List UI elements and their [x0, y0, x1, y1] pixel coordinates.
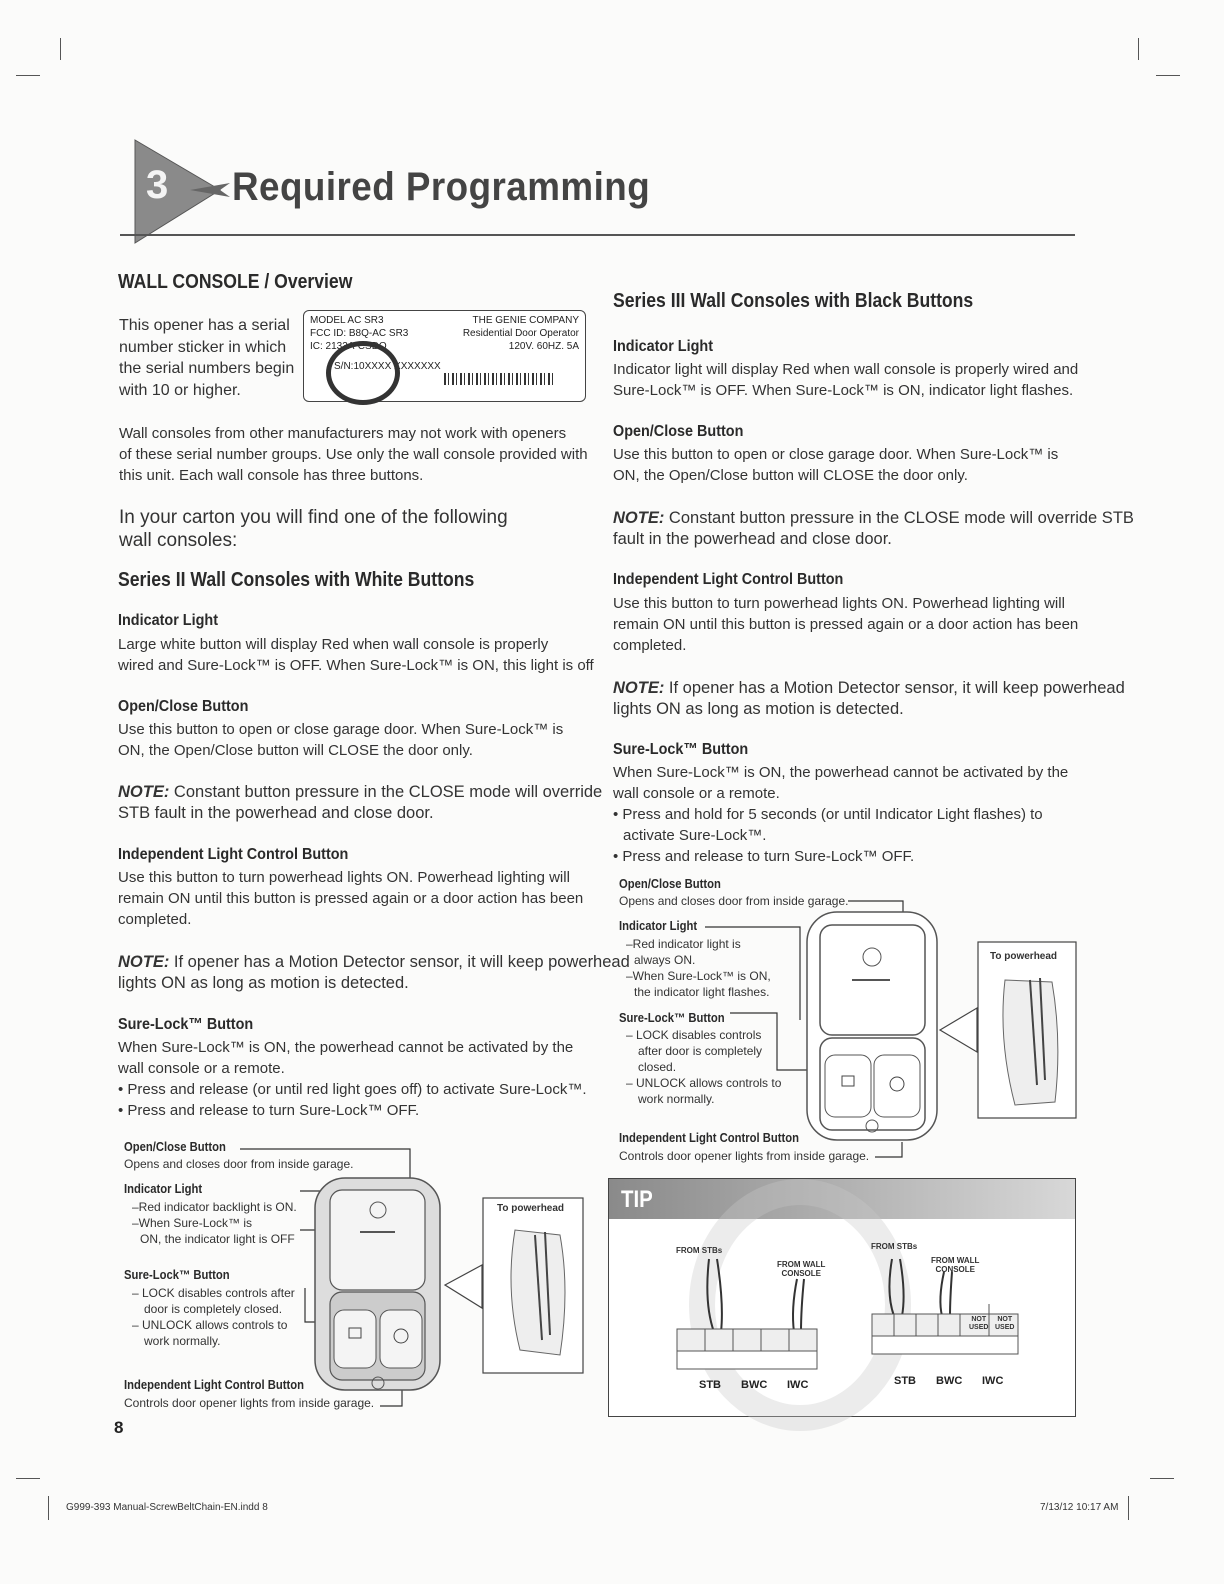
s3-surelock-text: When Sure-Lock™ is ON, the powerhead cannot be activated by the wall console or a remote. • Press and hold for 5 seconds (or until Indicator Light flashes) to activate Sure-Lock™. • Press and release to turn Sure-Lock™ OFF. [613, 764, 1069, 865]
s2-diag-ilc-label: Independent Light Control Button [124, 1378, 304, 1392]
page-number: 8 [114, 1418, 124, 1437]
s3-openclose-heading: Open/Close Button [613, 423, 744, 440]
s2-diag-indicator-label: Indicator Light [124, 1182, 203, 1196]
s2-surelock-text: When Sure-Lock™ is ON, the powerhead cannot be activated by the wall console or a remote. • Press and release (or until red light goes off) to activate Sure-Lock™. • Press and release to turn Sure-Lock™ OFF. [118, 1039, 587, 1119]
s3-surelock-heading: Sure-Lock™ Button [613, 741, 749, 758]
serial-sticker: MODEL AC SR3 THE GENIE COMPANY FCC ID: B8Q-AC SR3 Residential Door Operator IC: 2133A-CSDO 120V. 60HZ. 5A S/N:10XXXX XXXXXXX [303, 310, 586, 402]
s3-diag-openclose-label: Open/Close Button [619, 877, 721, 891]
tip-not-used-2: NOT USED [995, 1316, 1015, 1331]
s3-note2: NOTE: If opener has a Motion Detector sensor, it will keep powerhead lights ON as long as motion is detected. [613, 679, 1125, 718]
s3-diag-ilc-label: Independent Light Control Button [619, 1131, 799, 1145]
s2-diag-surelock-label: Sure-Lock™ Button [124, 1268, 230, 1282]
step-number: 3 [146, 163, 169, 207]
s3-indicator-text: Indicator light will display Red when wall console is properly wired and Sure-Lock™ is OFF. When Sure-Lock™ is ON, indicator light flashes. [613, 361, 1079, 399]
s2-diag-indicator-desc: –Red indicator backlight is ON. –When Sure-Lock™ is ON, the indicator light is OFF [132, 1200, 297, 1246]
tip-terminal-block-2 [864, 1254, 1024, 1374]
page-title: Required Programming [232, 165, 651, 209]
s2-note1: NOTE: Constant button pressure in the CLOSE mode will override STB fault in the powerhead and close door. [118, 783, 603, 822]
tip-iwc-1: IWC [787, 1379, 809, 1391]
footer-datetime: 7/13/12 10:17 AM [1040, 1502, 1119, 1513]
tip-not-used-1: NOT USED [969, 1316, 989, 1331]
s3-diag-surelock-desc: – LOCK disables controls after door is completely closed. – UNLOCK allows controls to work normally. [626, 1028, 782, 1106]
carton-text: In your carton you will find one of the following wall consoles: [119, 507, 508, 551]
s2-ilc-text: Use this button to turn powerhead lights ON. Powerhead lighting will remain ON until this button is pressed again or a door action has been completed. [118, 869, 584, 928]
tip-bwc-1: BWC [741, 1379, 768, 1391]
s3-diag-indicator-label: Indicator Light [619, 919, 698, 933]
s3-diag-indicator-desc: –Red indicator light is always ON. –When Sure-Lock™ is ON, the indicator light flashes. [626, 937, 771, 999]
crop-mark [1128, 1496, 1129, 1520]
tip-terminal-block-1 [669, 1254, 819, 1374]
crop-mark [16, 1478, 40, 1479]
s2-note2: NOTE: If opener has a Motion Detector sensor, it will keep powerhead lights ON as long as motion is detected. [118, 953, 630, 992]
s2-diag-ilc-desc: Controls door opener lights from inside garage. [124, 1396, 375, 1410]
series3-console-diagram [700, 880, 1080, 1170]
s3-ilc-text: Use this button to turn powerhead lights ON. Powerhead lighting will remain ON until this button is pressed again or a door action has been completed. [613, 595, 1079, 654]
tip-stb-2: STB [894, 1375, 916, 1387]
series3-heading: Series III Wall Consoles with Black Buttons [613, 290, 974, 312]
barcode [444, 373, 554, 385]
s2-ilc-heading: Independent Light Control Button [118, 846, 349, 863]
series2-console-diagram [230, 1140, 590, 1415]
step-arrow-icon [120, 135, 245, 247]
s2-openclose-heading: Open/Close Button [118, 698, 249, 715]
s3-diag-ilc-desc: Controls door opener lights from inside garage. [619, 1149, 870, 1163]
s3-note1: NOTE: Constant button pressure in the CLOSE mode will override STB fault in the powerhead and close door. [613, 509, 1134, 548]
tip-from-stbs-2: FROM STBs [871, 1242, 918, 1251]
s2-diag-openclose-label: Open/Close Button [124, 1140, 226, 1154]
tip-bwc-2: BWC [936, 1375, 963, 1387]
tip-from-stbs-1: FROM STBs [676, 1246, 723, 1255]
s3-ilc-heading: Independent Light Control Button [613, 571, 844, 588]
s2-powerhead-label: To powerhead [497, 1203, 565, 1214]
tip-stb-1: STB [699, 1379, 721, 1391]
crop-mark [1138, 38, 1139, 60]
tip-iwc-2: IWC [982, 1375, 1004, 1387]
tip-from-wall-1: FROM WALL CONSOLE [777, 1260, 826, 1278]
s3-diag-openclose-desc: Opens and closes door from inside garage. [619, 894, 849, 908]
serial-intro: This opener has a serial number sticker in which the serial numbers begin with 10 or higher. [119, 317, 295, 399]
series2-heading: Series II Wall Consoles with White Buttons [118, 569, 475, 591]
s2-indicator-text: Large white button will display Red when wall console is properly wired and Sure-Lock™ is OFF. When Sure-Lock™ is ON, this light is off [118, 636, 594, 674]
overview-heading: WALL CONSOLE / Overview [118, 271, 353, 293]
crop-mark [1156, 75, 1180, 76]
footer-file: G999-393 Manual-ScrewBeltChain-EN.indd 8 [66, 1502, 268, 1513]
header-rule [120, 234, 1075, 236]
tip-box [608, 1178, 1076, 1417]
s2-diag-surelock-desc: – LOCK disables controls after door is completely closed. – UNLOCK allows controls to work normally. [132, 1286, 295, 1348]
crop-mark [60, 38, 61, 60]
s2-diag-openclose-desc: Opens and closes door from inside garage. [124, 1157, 354, 1171]
crop-mark [1150, 1478, 1174, 1479]
s3-openclose-text: Use this button to open or close garage door. When Sure-Lock™ is ON, the Open/Close button will CLOSE the door only. [613, 446, 1059, 484]
crop-mark [48, 1496, 49, 1520]
s2-indicator-heading: Indicator Light [118, 612, 218, 629]
s3-diag-surelock-label: Sure-Lock™ Button [619, 1011, 725, 1025]
tip-label: TIP [621, 1186, 653, 1213]
compat-text: Wall consoles from other manufacturers may not work with openers of these serial number groups. Use only the wall console provided with this unit. Each wall console has three buttons. [119, 425, 588, 484]
s3-indicator-heading: Indicator Light [613, 338, 713, 355]
tip-from-wall-2: FROM WALL CONSOLE [931, 1256, 980, 1274]
highlight-circle [326, 341, 400, 405]
s3-powerhead-label: To powerhead [990, 951, 1058, 962]
s2-openclose-text: Use this button to open or close garage door. When Sure-Lock™ is ON, the Open/Close button will CLOSE the door only. [118, 721, 564, 759]
crop-mark [16, 75, 40, 76]
s2-surelock-heading: Sure-Lock™ Button [118, 1016, 254, 1033]
